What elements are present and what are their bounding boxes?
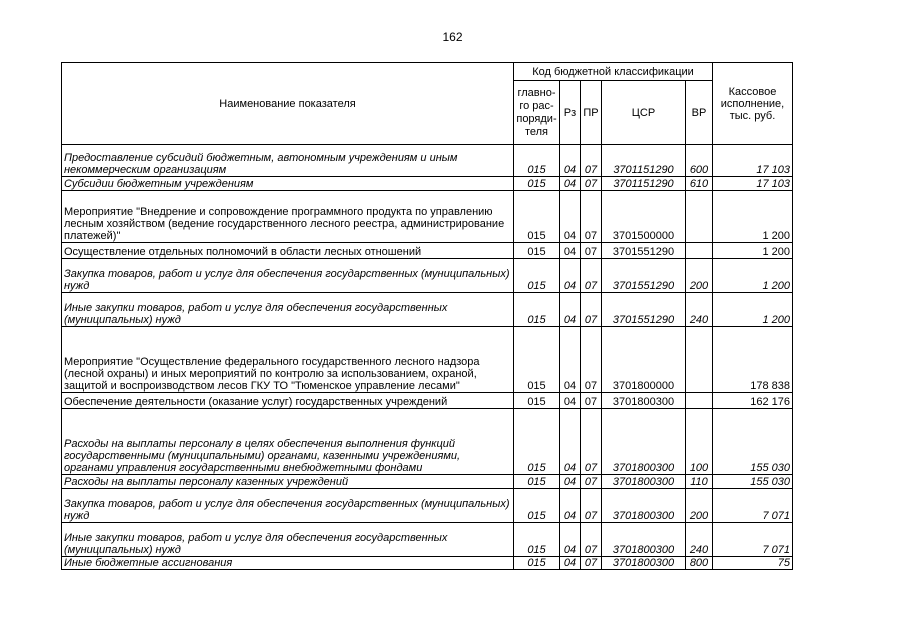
table-row (62, 177, 793, 191)
header-name: Наименование показателя (62, 63, 514, 145)
row-csr-code: 3701151290 (602, 177, 686, 191)
table-row (62, 523, 793, 557)
header-pr: ПР (581, 81, 602, 145)
row-rz-code: 04 (560, 393, 581, 409)
row-rz-code: 04 (560, 489, 581, 523)
row-vr-code: 800 (686, 557, 713, 570)
row-name: Закупка товаров, работ и услуг для обеспечения государственных (муниципальных) нужд (62, 259, 514, 293)
row-name: Обеспечение деятельности (оказание услуг) государственных учреждений (62, 393, 514, 409)
row-csr-code: 3701800000 (602, 327, 686, 393)
row-cash-execution: 155 030 (713, 475, 793, 489)
row-vr-code: 100 (686, 409, 713, 475)
table-body (62, 145, 793, 570)
row-vr-code (686, 191, 713, 243)
row-cash-execution: 162 176 (713, 393, 793, 409)
row-vr-code: 610 (686, 177, 713, 191)
row-cash-execution: 7 071 (713, 523, 793, 557)
row-rz-code: 04 (560, 177, 581, 191)
table-row (62, 393, 793, 409)
row-rz-code: 04 (560, 475, 581, 489)
row-vr-code: 200 (686, 489, 713, 523)
row-pr-code: 07 (581, 191, 602, 243)
budget-table (61, 62, 793, 570)
table-row (62, 293, 793, 327)
row-main-manager-code: 015 (514, 191, 560, 243)
header-cash-execution: Кассовое исполнение, тыс. руб. (713, 63, 793, 145)
row-rz-code: 04 (560, 557, 581, 570)
row-cash-execution: 178 838 (713, 327, 793, 393)
row-cash-execution: 1 200 (713, 293, 793, 327)
row-name: Субсидии бюджетным учреждениям (62, 177, 514, 191)
row-csr-code: 3701551290 (602, 293, 686, 327)
row-pr-code: 07 (581, 177, 602, 191)
row-name: Иные бюджетные ассигнования (62, 557, 514, 570)
row-csr-code: 3701800300 (602, 393, 686, 409)
row-csr-code: 3701800300 (602, 557, 686, 570)
row-main-manager-code: 015 (514, 475, 560, 489)
row-rz-code: 04 (560, 293, 581, 327)
row-name: Иные закупки товаров, работ и услуг для обеспечения государственных (муниципальных) нужд (62, 523, 514, 557)
row-name: Расходы на выплаты персоналу казенных учреждений (62, 475, 514, 489)
row-main-manager-code: 015 (514, 259, 560, 293)
header-budget-code: Код бюджетной классификации (514, 63, 713, 81)
row-rz-code: 04 (560, 523, 581, 557)
row-vr-code: 240 (686, 523, 713, 557)
row-cash-execution: 17 103 (713, 145, 793, 177)
table-row (62, 259, 793, 293)
row-vr-code (686, 327, 713, 393)
row-main-manager-code: 015 (514, 489, 560, 523)
header-main-manager: главно- го рас- поряди- теля (514, 81, 560, 145)
row-csr-code: 3701500000 (602, 191, 686, 243)
row-name: Расходы на выплаты персоналу в целях обеспечения выполнения функций государственными (муниципальными) органами, казенными учреждениями, органами управления государственными внебюджетными фондами (62, 409, 514, 475)
row-main-manager-code: 015 (514, 327, 560, 393)
header-vr: ВР (686, 81, 713, 145)
row-main-manager-code: 015 (514, 557, 560, 570)
table-row (62, 475, 793, 489)
row-rz-code: 04 (560, 191, 581, 243)
row-cash-execution: 7 071 (713, 489, 793, 523)
table-row (62, 191, 793, 243)
row-name: Мероприятие "Осуществление федерального государственного лесного надзора (лесной охраны) и иных мероприятий по контролю за использованием, охраной, защитой и воспроизводством лесов ГКУ ТО "Тюменское управление лесами" (62, 327, 514, 393)
row-main-manager-code: 015 (514, 409, 560, 475)
row-vr-code (686, 243, 713, 259)
row-csr-code: 3701551290 (602, 243, 686, 259)
row-cash-execution: 1 200 (713, 243, 793, 259)
row-cash-execution: 155 030 (713, 409, 793, 475)
row-pr-code: 07 (581, 327, 602, 393)
table-row (62, 489, 793, 523)
table-row (62, 327, 793, 393)
row-rz-code: 04 (560, 259, 581, 293)
row-name: Предоставление субсидий бюджетным, автономным учреждениям и иным некоммерческим организациям (62, 145, 514, 177)
row-cash-execution: 17 103 (713, 177, 793, 191)
row-rz-code: 04 (560, 327, 581, 393)
row-pr-code: 07 (581, 489, 602, 523)
row-pr-code: 07 (581, 393, 602, 409)
row-cash-execution: 75 (713, 557, 793, 570)
table-row (62, 243, 793, 259)
header-rz: Рз (560, 81, 581, 145)
row-main-manager-code: 015 (514, 145, 560, 177)
row-pr-code: 07 (581, 145, 602, 177)
row-rz-code: 04 (560, 145, 581, 177)
page-number: 162 (442, 30, 463, 44)
row-name: Осуществление отдельных полномочий в области лесных отношений (62, 243, 514, 259)
row-name: Мероприятие "Внедрение и сопровождение программного продукта по управлению лесным хозяйством (ведение государственного лесного реестра, администрирование платежей)" (62, 191, 514, 243)
row-main-manager-code: 015 (514, 393, 560, 409)
row-vr-code: 110 (686, 475, 713, 489)
row-main-manager-code: 015 (514, 293, 560, 327)
row-main-manager-code: 015 (514, 243, 560, 259)
table-row (62, 145, 793, 177)
row-cash-execution: 1 200 (713, 259, 793, 293)
row-name: Закупка товаров, работ и услуг для обеспечения государственных (муниципальных) нужд (62, 489, 514, 523)
table-row (62, 409, 793, 475)
row-csr-code: 3701800300 (602, 489, 686, 523)
row-vr-code: 240 (686, 293, 713, 327)
row-rz-code: 04 (560, 243, 581, 259)
row-vr-code (686, 393, 713, 409)
row-pr-code: 07 (581, 293, 602, 327)
header-csr: ЦСР (602, 81, 686, 145)
row-csr-code: 3701151290 (602, 145, 686, 177)
row-pr-code: 07 (581, 409, 602, 475)
row-csr-code: 3701551290 (602, 259, 686, 293)
row-pr-code: 07 (581, 523, 602, 557)
row-pr-code: 07 (581, 475, 602, 489)
row-cash-execution: 1 200 (713, 191, 793, 243)
row-rz-code: 04 (560, 409, 581, 475)
table-header (62, 63, 793, 145)
row-pr-code: 07 (581, 259, 602, 293)
row-csr-code: 3701800300 (602, 475, 686, 489)
row-pr-code: 07 (581, 243, 602, 259)
row-main-manager-code: 015 (514, 523, 560, 557)
row-csr-code: 3701800300 (602, 523, 686, 557)
table-row (62, 557, 793, 570)
row-csr-code: 3701800300 (602, 409, 686, 475)
row-vr-code: 200 (686, 259, 713, 293)
row-pr-code: 07 (581, 557, 602, 570)
row-main-manager-code: 015 (514, 177, 560, 191)
row-name: Иные закупки товаров, работ и услуг для обеспечения государственных (муниципальных) нужд (62, 293, 514, 327)
row-vr-code: 600 (686, 145, 713, 177)
